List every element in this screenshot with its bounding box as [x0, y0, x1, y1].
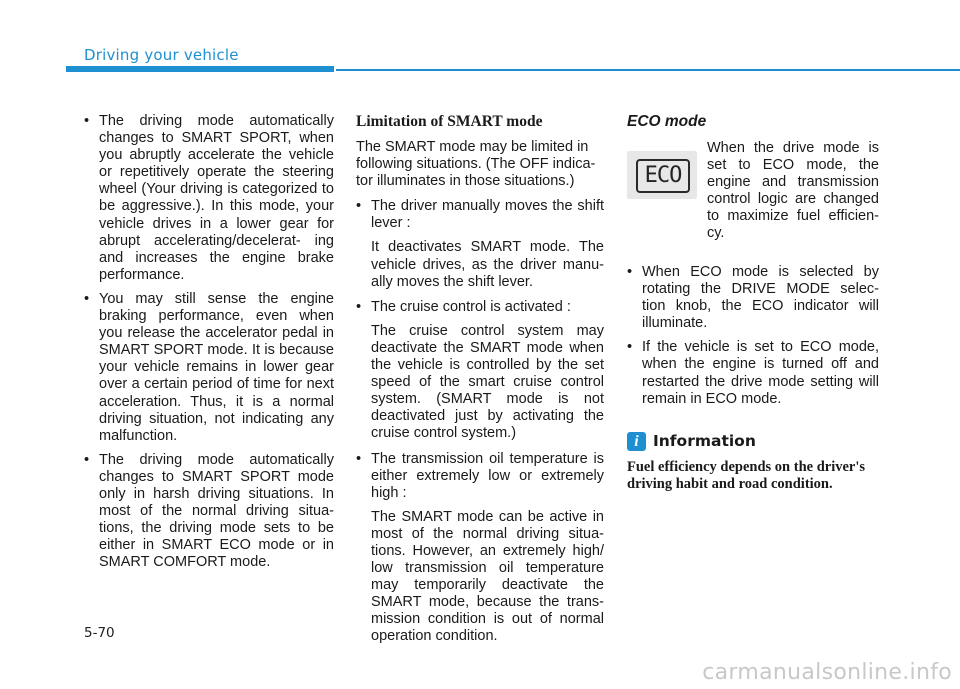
list-item — [84, 113, 334, 284]
list-item — [356, 198, 604, 232]
list-item-detail: The SMART mode can be active in most of the normal driving situa- tions. However, an extremely high/ low transmission oil temperature may temporarily deactivate the SMART mode, because the trans- mission condition is out of normal operation condition. — [371, 508, 604, 645]
list-item — [356, 299, 604, 316]
section-intro: When the drive mode is set to ECO mode, the engine and transmission control logic are changed to maximize fuel efficien- cy. — [707, 140, 879, 242]
section-title: ECO mode — [627, 113, 707, 130]
bullet-icon: • — [84, 290, 90, 307]
list-item-detail: The cruise control system may deactivate the SMART mode when the vehicle is controlled by the set speed of the smart cruise control system. (SMART mode is not deactivated just by activating the cruise control system.) — [371, 322, 604, 442]
list-item-text: The driving mode automatically changes to SMART SPORT mode only in harsh driving situations. In most of the normal driving situa- tions, the driving mode sets to be either in SMART ECO mode or in SMART COMFORT mode. — [99, 451, 334, 571]
section-header: Driving your vehicle — [84, 46, 239, 64]
column-3 — [627, 113, 879, 493]
list-item — [627, 264, 879, 332]
bullet-icon: • — [356, 298, 362, 315]
list-item-text: The cruise control is activated : — [371, 298, 571, 315]
header-rule-thin — [336, 69, 960, 71]
info-icon: i — [627, 432, 646, 451]
list-item-text: You may still sense the engine braking performance, even when you release the accelerator pedal in SMART SPORT mode. It is because your vehicle remains in lower gear over a certain period of time for next acceleration. Thus, it is a normal driving situation, not indicating any malfunction. — [99, 290, 334, 444]
list-item-text: When ECO mode is selected by rotating the DRIVE MODE selec- tion knob, the ECO indicator will illuminate. — [642, 264, 879, 332]
bullet-icon: • — [356, 198, 362, 215]
eco-icon-label: ECO — [636, 159, 690, 193]
info-body: Fuel efficiency depends on the driver's driving habit and road condition. — [627, 458, 866, 492]
column-1 — [84, 113, 334, 578]
bullet-icon: • — [84, 113, 90, 129]
page-number: 5-70 — [84, 625, 115, 641]
bullet-icon: • — [627, 339, 633, 356]
list-item-detail: It deactivates SMART mode. The vehicle drives, as the driver manu- ally moves the shift lever. — [371, 239, 604, 290]
bullet-icon: • — [356, 450, 362, 467]
header-rule-thick — [66, 66, 334, 72]
list-item-text: The driver manually moves the shift lever : — [371, 198, 604, 232]
list-item — [84, 452, 334, 572]
info-title: Information — [653, 431, 756, 450]
watermark: carmanualsonline.info — [702, 660, 952, 685]
bullet-icon: • — [627, 264, 633, 280]
eco-intro-block — [627, 140, 879, 258]
list-item-text: The transmission oil temperature is either extremely low or extremely high : — [371, 450, 604, 501]
column-2 — [356, 113, 604, 654]
bullet-icon: • — [84, 451, 90, 468]
section-title: Limitation of SMART mode — [356, 113, 543, 130]
info-header — [627, 432, 879, 451]
list-item — [356, 451, 604, 502]
section-intro: The SMART mode may be limited in following situations. (The OFF indica- tor illuminates in those situations.) — [356, 139, 596, 190]
list-item — [84, 291, 334, 445]
eco-indicator-icon — [627, 151, 697, 199]
list-item — [627, 339, 879, 407]
list-item-text: If the vehicle is set to ECO mode, when the engine is turned off and restarted the drive mode setting will remain in ECO mode. — [642, 339, 879, 407]
list-item-text: The driving mode automatically changes to SMART SPORT, when you abruptly accelerate the vehicle or repetitively operate the steering wheel (Your driving is categorized to be aggressive.). In this mode, your vehicle drives in a lower gear for abrupt accelerating/decelerat- ing and increases the engine brake performance. — [99, 113, 334, 283]
